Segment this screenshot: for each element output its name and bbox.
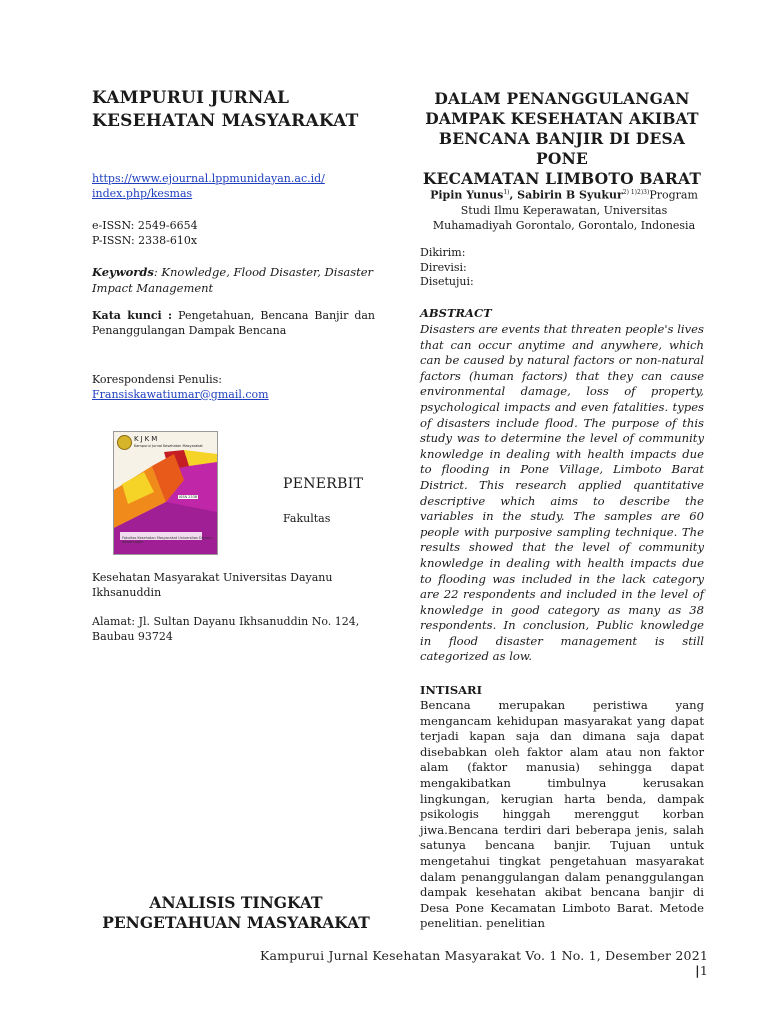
author-separator: ,	[509, 188, 518, 202]
kata-kunci-text: Pengetahuan, Bencana Banjir dan Penanggulangan Dampak Bencana	[92, 309, 376, 337]
dikirim-label: Dikirim:	[420, 246, 466, 259]
korespondensi-label: Korespondensi Penulis:	[92, 373, 222, 386]
cover-kjkm: KJKM	[134, 435, 160, 443]
article-title-line: DALAM PENANGGULANGAN	[434, 89, 690, 108]
publisher-university: Kesehatan Masyarakat Universitas Dayanu Ikhsanuddin	[92, 571, 333, 599]
journal-title-line1: KAMPURUI JURNAL	[92, 88, 290, 108]
article-title-line: DAMPAK KESEHATAN AKIBAT	[425, 109, 699, 128]
footer-separator: |	[695, 963, 700, 978]
affiliation-sup: 1)2)3)	[628, 189, 650, 196]
abstract-text: Disasters are events that threaten people's lives that can occur anytime and anywhere, which can be caused by natural factors or non-natural factors (human factors) that they can cause environmental damage, loss of property, psychological impacts and even fatalities. types of disasters include flood. The purpose of this study was to determine the level of community knowledge in dealing with health impacts due to flooding in Pone Village, Limboto Barat District. This research applied quantitative descriptive which aims to describe the variables in the study. The samples are 60 people with purposive sampling technique. The results showed that the level of community knowledge in dealing with health impacts due to flooding was included in the lack category are 22 respondents and included in the level of knowledge in good category as many as 38 respondents. In conclusion, Public knowledge in flood disaster management is still categorized as low.	[420, 322, 704, 664]
author-1: Pipin Yunus	[430, 188, 504, 202]
cover-footer: Fakultas Kesehatan Masyarakat Universitas Dayanu Ikhsanuddin	[122, 536, 213, 544]
keywords-label: Keywords	[92, 265, 154, 279]
article-title-part2	[418, 89, 706, 189]
author-1-sup: 1)	[503, 189, 510, 196]
article-title-line: ANALISIS TINGKAT	[149, 893, 323, 912]
footer-text: Kampurui Jurnal Kesehatan Masyarakat Vo. 1 No. 1, Desember 2021	[259, 948, 708, 963]
keywords-text: : Knowledge, Flood Disaster, Disaster Impact Management	[92, 265, 374, 295]
author-2-sup: 2)	[622, 189, 629, 196]
intisari-text: Bencana merupakan peristiwa yang mengancam kehidupan masyarakat yang dapat terjadi kapan saja dan dimana saja dapat disebabkan oleh faktor alam atau non faktor alam (faktor manusia) sehingga dapat mengakibatkan timbulnya kerusakan lingkungan, kerugian harta benda, dampak psikologis hinggah merenggut korban jiwa.Bencana terdiri dari beberapa jenis, salah satunya bencana banjir. Tujuan untuk mengetahui tingkat pengetahuan masyarakat dalam penanggulangan dalam penanggulangan dampak kesehatan akibat bencana banjir di Desa Pone Kecamatan Limboto Barat. Metode penelitian. penelitian	[420, 698, 704, 931]
page-footer	[258, 948, 708, 978]
article-title-line: BENCANA BANJIR DI DESA PONE	[438, 129, 686, 168]
publisher-address: Alamat: Jl. Sultan Dayanu Ikhsanuddin No. 124, Baubau 93724	[92, 615, 360, 643]
journal-cover-image	[113, 431, 218, 555]
intisari-heading: INTISARI	[420, 683, 482, 697]
correspondence-email-link[interactable]: Fransiskawatiumar@gmail.com	[92, 387, 269, 401]
penerbit-label: PENERBIT	[283, 476, 364, 492]
disetujui-label: Disetujui:	[420, 275, 474, 288]
direvisi-label: Direvisi:	[420, 260, 467, 274]
eissn: e-ISSN: 2549-6654	[92, 219, 198, 232]
author-2: Sabirin B Syukur	[517, 188, 623, 202]
journal-url-link[interactable]	[92, 172, 382, 201]
keywords	[92, 264, 377, 296]
korespondensi	[92, 373, 377, 402]
kata-kunci-label: Kata kunci :	[92, 309, 173, 322]
journal-url-line1[interactable]: https://www.ejournal.lppmunidayan.ac.id/	[92, 172, 325, 185]
article-title-part1	[92, 893, 380, 933]
article-title-line: PENGETAHUAN MASYARAKAT	[102, 913, 370, 932]
issn-block	[92, 219, 198, 248]
authors-block	[420, 185, 708, 233]
journal-url-line2[interactable]: index.php/kesmas	[92, 186, 193, 200]
journal-title-line2: KESEHATAN MASYARAKAT	[92, 111, 359, 131]
page-number: 1	[699, 963, 708, 978]
article-title-line: KECAMATAN LIMBOTO BARAT	[422, 169, 702, 188]
cover-issn: ISSN 2338	[179, 495, 198, 499]
affiliation: Program Studi Ilmu Keperawatan, Universitas Muhamadiyah Gorontalo, Gorontalo, Indonesia	[432, 188, 698, 232]
fakultas-label: Fakultas	[283, 512, 331, 525]
abstract-heading: ABSTRACT	[420, 306, 492, 320]
submission-dates	[420, 246, 474, 290]
journal-title	[92, 87, 392, 133]
cover-subtitle: Kampurui Jurnal Kesehatan Masyarakat	[134, 444, 203, 448]
kata-kunci	[92, 309, 375, 338]
pissn: P-ISSN: 2338-610x	[92, 233, 198, 247]
